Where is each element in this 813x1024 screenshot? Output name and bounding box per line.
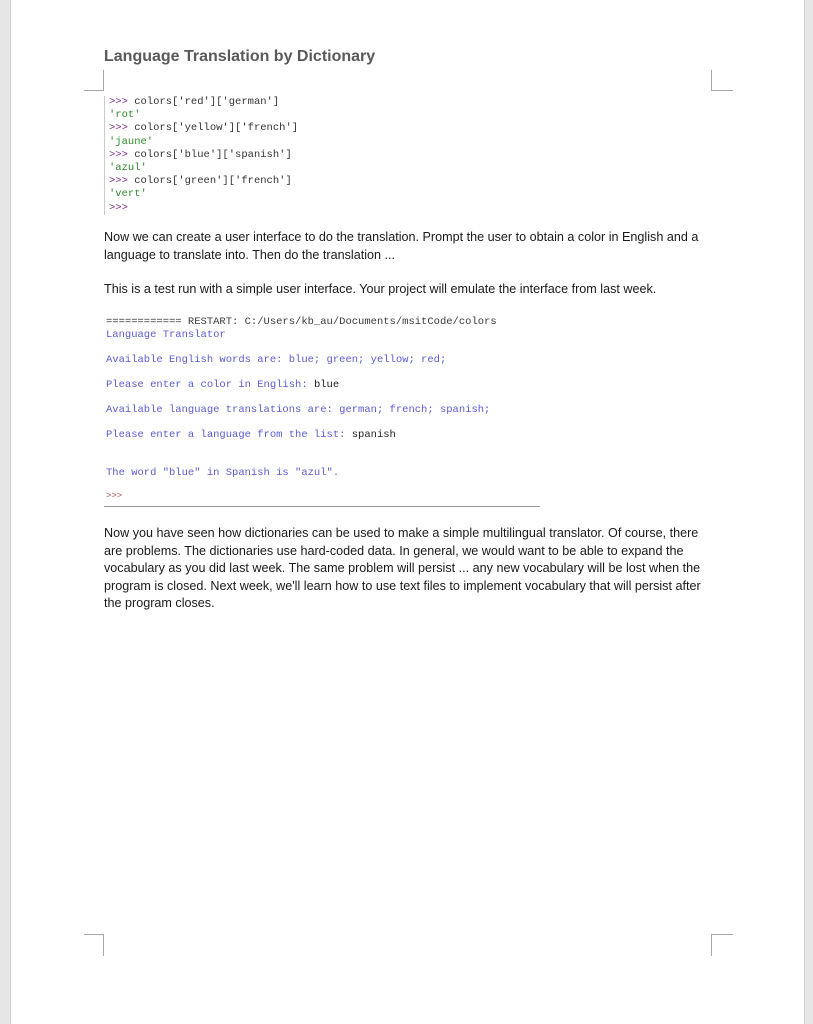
result-line: The word "blue" in Spanish is "azul". [106,467,340,479]
crop-mark-bottom-right [711,934,733,935]
paragraph-conclusion: Now you have seen how dictionaries can be used to make a simple multilingual translator. Of course, there are problems. The dictionaries use hard-coded data. In general, we would want to be able to expand the vocabulary as you did last week. The same problem will persist ... any new vocabulary will be lost when the program is closed. Next week, we'll learn how to use text files to implement vocabulary that will persist after the program closes. [104,526,701,611]
paragraph-test-run: This is a test run with a simple user interface. Your project will emulate the interface from last week. [104,282,657,296]
document-title: Language Translation by Dictionary [104,48,376,65]
available-languages-line: Available language translations are: german; french; spanish; [106,404,491,416]
crop-mark-top-right [711,70,712,91]
shell-input-line: >>> colors['yellow']['french'] [109,122,299,135]
shell-output-line: 'jaune' [109,135,154,148]
document-page [10,0,805,1024]
app-title-line: Language Translator [106,329,226,341]
crop-mark-bottom-left [84,934,104,935]
python-shell-snippet [104,96,298,215]
language-prompt-line: Please enter a language from the list: spanish [106,429,396,441]
crop-mark-bottom-left [103,934,104,956]
shell-output-line: 'azul' [109,161,147,174]
crop-mark-top-right [711,90,733,91]
shell-output-line: 'rot' [109,109,141,122]
restart-line: ============ RESTART: C:/Users/kb_au/Documents/msitCode/colors [106,316,497,328]
paragraph-intro: Now we can create a user interface to do the translation. Prompt the user to obtain a color in English and a language to translate into. Then do the translation ... [104,230,699,262]
available-words-line: Available English words are: blue; green; yellow; red; [106,354,447,366]
crop-mark-bottom-right [711,934,712,956]
crop-mark-top-left [103,70,104,91]
color-prompt-line: Please enter a color in English: blue [106,379,340,391]
shell-input-line: >>> colors['blue']['spanish'] [109,148,292,161]
shell-input-line: >>> colors['green']['french'] [109,175,292,188]
shell-output-line: 'vert' [109,188,147,201]
test-run-output [104,314,540,507]
shell-input-line: >>> colors['red']['german'] [109,96,280,108]
crop-mark-top-left [84,90,104,91]
shell-input-line: >>> [109,201,135,214]
final-prompt-line: >>> [106,491,123,501]
